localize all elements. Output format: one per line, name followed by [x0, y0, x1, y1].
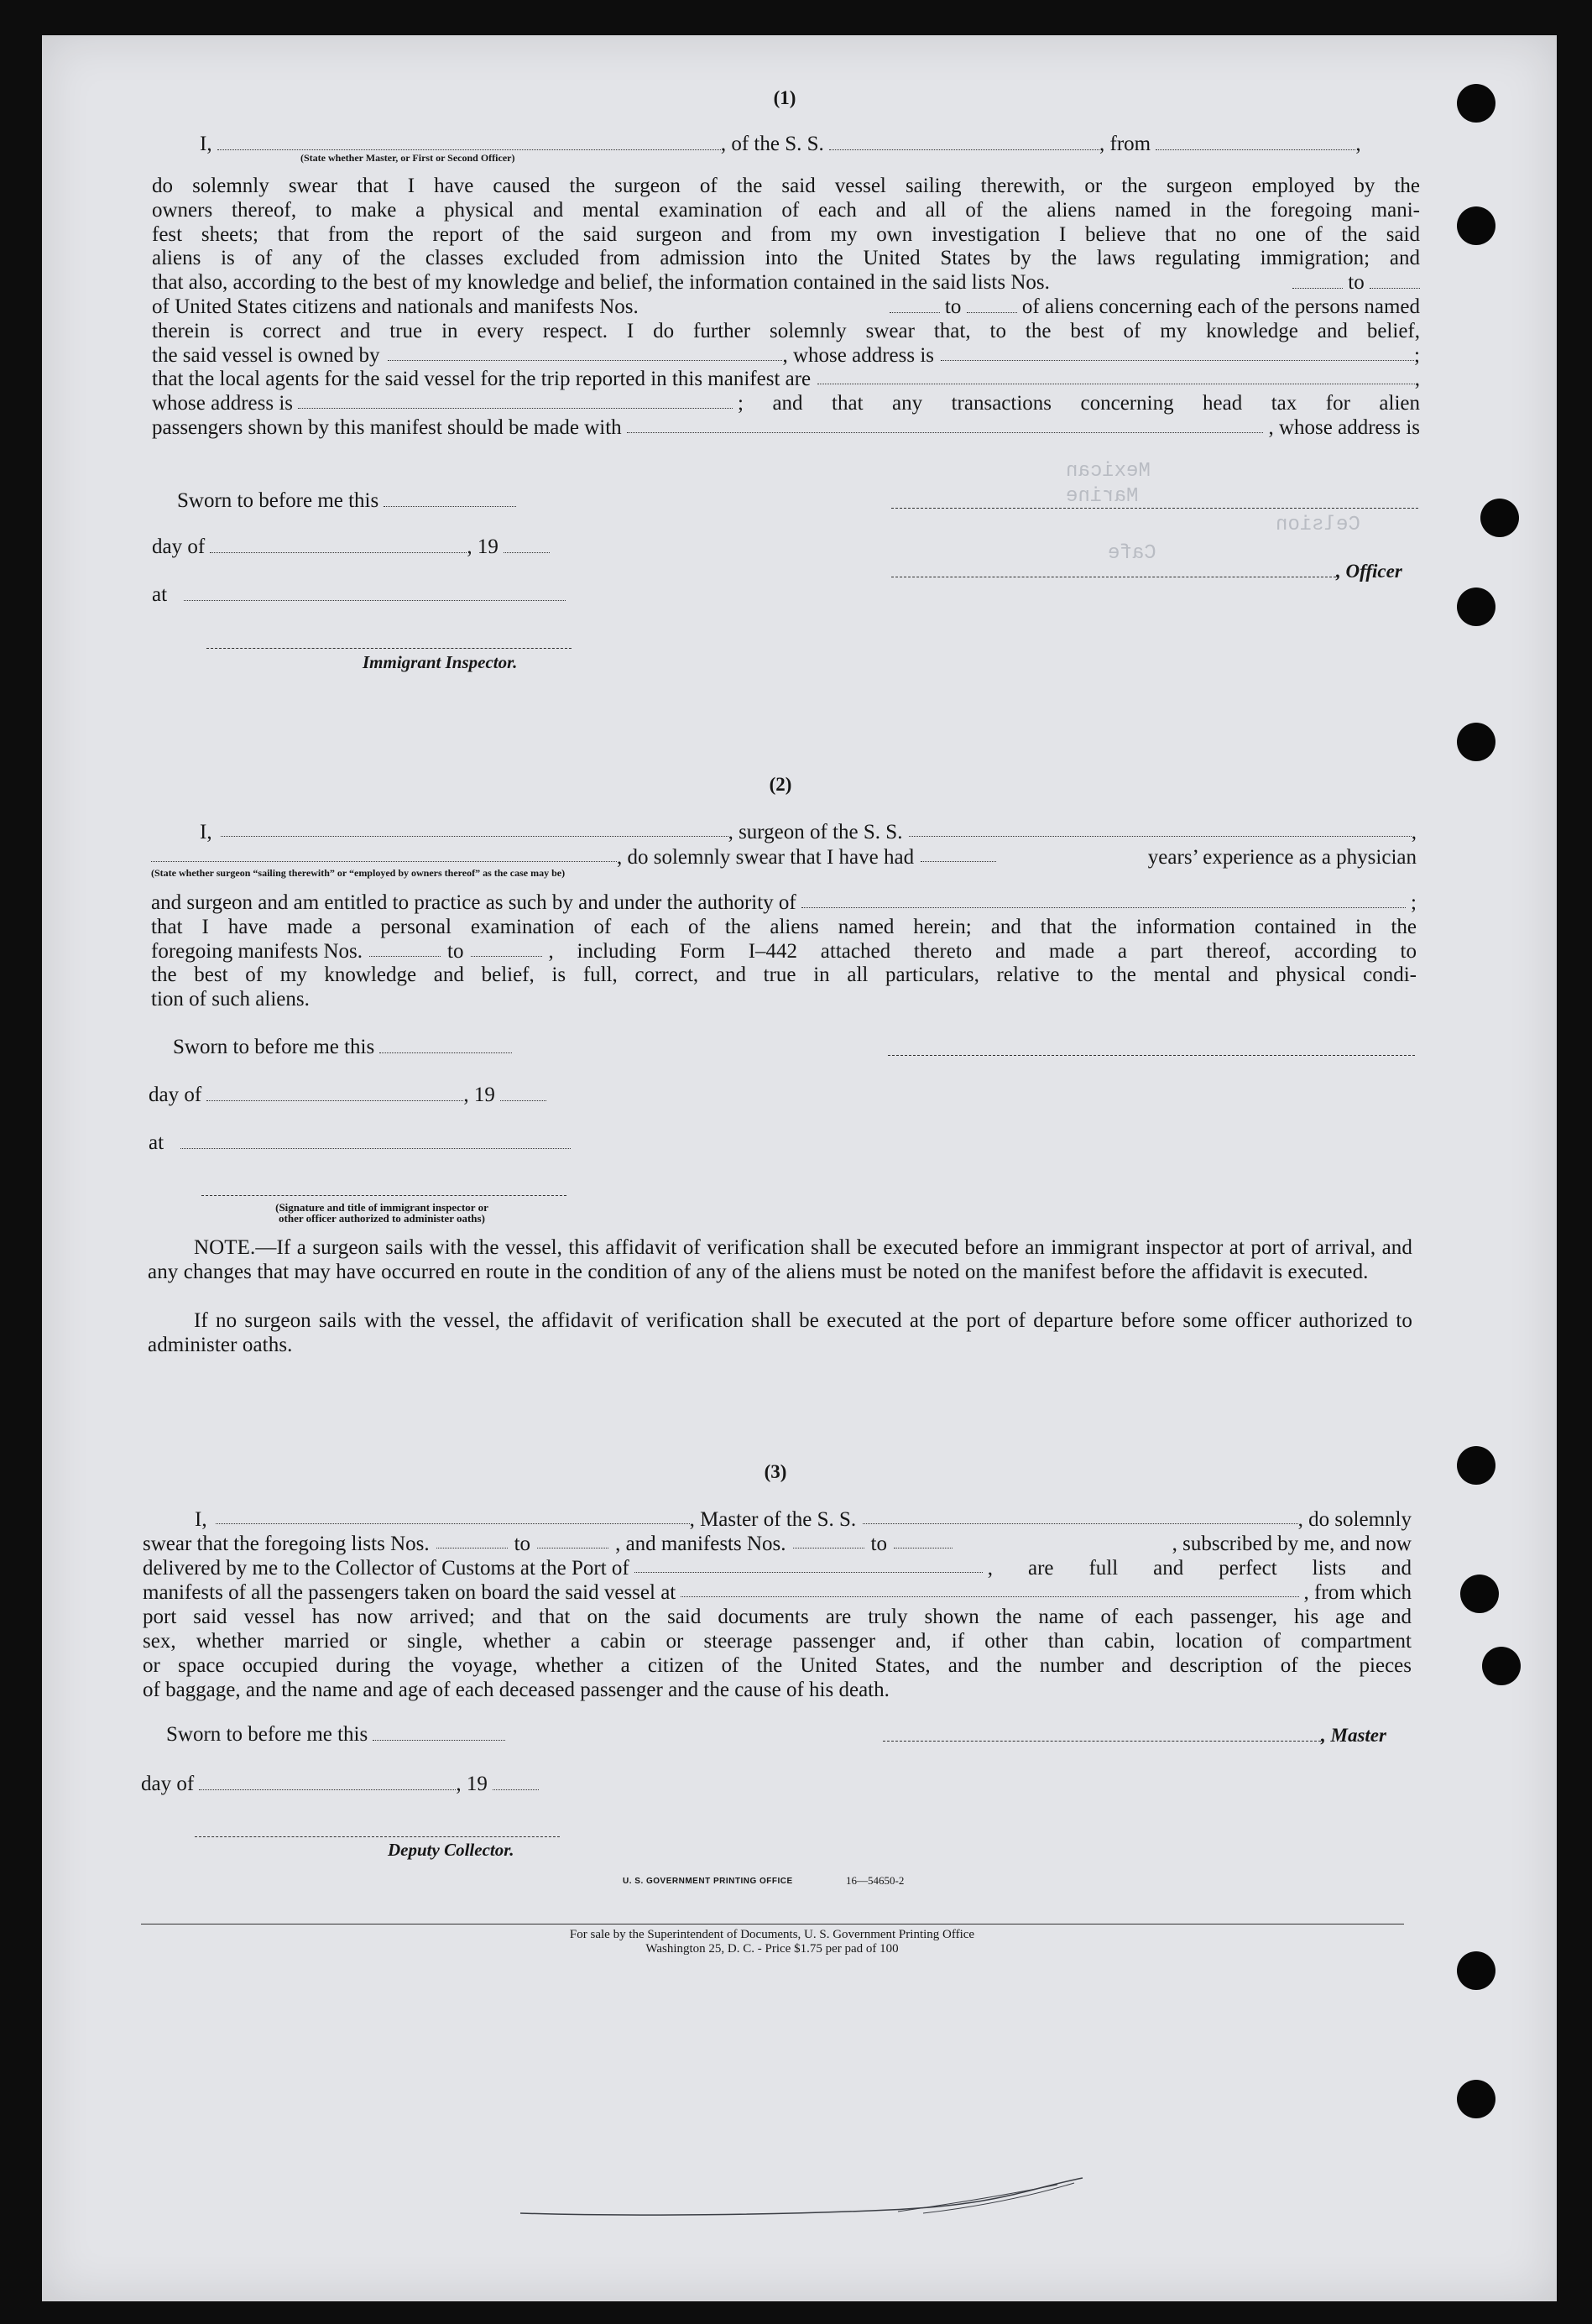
blank-s2-at-place[interactable] — [180, 1132, 571, 1149]
s3-text: , subscribed by me, and now — [1172, 1533, 1412, 1555]
blank-s3-manifests-to[interactable] — [894, 1532, 953, 1548]
sale-notice-line: For sale by the Superintendent of Documents, U. S. Government Printing Office — [569, 1928, 975, 1941]
s3-text: , from which — [1303, 1581, 1412, 1604]
s1-body-line — [152, 271, 1420, 295]
s1-text: to — [1348, 271, 1365, 295]
blank-ship-name[interactable] — [829, 133, 1099, 150]
blank-head-tax-party[interactable] — [627, 416, 1264, 433]
s2-text: ; — [1411, 891, 1417, 914]
blank-port-of[interactable] — [634, 1556, 983, 1573]
s1-body-line — [152, 295, 1420, 320]
s2-line-2 — [151, 845, 1417, 870]
s3-body-line — [143, 1507, 1412, 1532]
s1-body-line — [152, 392, 1420, 416]
s1-body-line: owners thereof, to make a physical and mental examination of each and all of the aliens named in the foregoing mani- — [152, 198, 1420, 222]
s1-text: whose address is — [152, 392, 294, 415]
surgeon-signature-line[interactable] — [888, 1055, 1415, 1056]
s3-text: , 19 — [456, 1773, 488, 1795]
s1-body-line — [152, 368, 1420, 392]
s1-body-line: fest sheets; that from the report of the said surgeon and from my own investigation I believe that no one of the said — [152, 222, 1420, 246]
blank-s3-manifests-from[interactable] — [793, 1532, 864, 1548]
blank-s2-manifest-from[interactable] — [369, 940, 441, 957]
s1-text: to — [944, 295, 962, 318]
s1-text: , of the S. S. — [720, 133, 824, 155]
blank-day-of[interactable] — [210, 536, 467, 553]
s2-text: foregoing manifests Nos. — [151, 939, 363, 963]
s1-text: day of — [152, 535, 206, 558]
s1-body-line: do solemnly swear that I have caused the surgeon of the said vessel sailing therewith, or the surgeon employed by the — [152, 175, 1420, 197]
s2-text: to — [447, 939, 464, 963]
blank-s3-sworn-day[interactable] — [373, 1724, 505, 1741]
section-2-heading: (2) — [769, 774, 792, 795]
bleed-through-text: Marine — [1066, 485, 1139, 508]
s2-note-paragraph-1: NOTE.—If a surgeon sails with the vessel, this affidavit of verification shall be executed before an immigrant inspector at port of arrival, and any changes that may have occurred en route in the condition of any of the aliens must be noted on the manifest before the affidavit is executed. — [148, 1236, 1412, 1283]
s3-text: to — [514, 1533, 531, 1555]
s2-text: (Signature and title of immigrant inspector or — [275, 1201, 488, 1214]
s1-text: , 19 — [467, 535, 498, 558]
s2-signature-note — [201, 1202, 562, 1224]
s2-body-line — [151, 891, 1417, 916]
s3-body-line: sex, whether married or single, whether a cabin or steerage passenger and, if other than cabin, location of compartment — [143, 1630, 1412, 1653]
bleed-through-text: Mexican — [1066, 460, 1151, 483]
punch-hole — [1457, 206, 1495, 245]
s2-text: day of — [149, 1084, 202, 1106]
master-signature-line[interactable] — [883, 1741, 1321, 1742]
s1-text: Sworn to before me this — [177, 489, 379, 512]
s1-text: , from — [1099, 133, 1151, 155]
s2-day-of — [149, 1083, 546, 1107]
s1-text: the said vessel is owned by — [152, 343, 380, 367]
s2-text: at — [149, 1131, 164, 1154]
s1-text: , whose address is — [782, 343, 935, 367]
s1-text: of United States citizens and nationals and manifests Nos. — [152, 295, 639, 318]
s2-text: , surgeon of the S. S. — [728, 821, 903, 843]
inspector-signature-line[interactable] — [206, 648, 572, 649]
blank-sworn-day[interactable] — [384, 490, 516, 507]
s3-body-line: or space occupied during the voyage, whether a citizen of the United States, and the number and description of the pieces — [143, 1654, 1412, 1677]
punch-hole — [1457, 1446, 1495, 1485]
punch-hole — [1480, 499, 1519, 537]
blank-manifests-from[interactable] — [890, 296, 940, 313]
s3-body-line: of baggage, and the name and age of each deceased passenger and the cause of his death. — [143, 1679, 890, 1701]
blank-years-experience[interactable] — [921, 845, 996, 862]
punch-hole — [1457, 2080, 1495, 2118]
s3-master — [883, 1725, 1386, 1747]
blank-master-name[interactable] — [216, 1507, 690, 1524]
blank-s3-lists-to[interactable] — [537, 1532, 608, 1548]
s1-body-line: aliens is of any of the classes excluded from admission into the United States by the laws regulating immigration; and — [152, 247, 1420, 270]
deputy-collector-signature-line[interactable] — [195, 1836, 560, 1837]
punch-hole — [1457, 723, 1495, 761]
s3-body-line — [143, 1556, 1412, 1580]
master-label: , Master — [1321, 1725, 1386, 1746]
s3-text: delivered by me to the Collector of Customs at the Port of — [143, 1557, 629, 1580]
s2-note-paragraph-2: If no surgeon sails with the vessel, the affidavit of verification shall be executed at the port of departure before some officer authorized to administer oaths. — [148, 1309, 1412, 1356]
s3-text: , and manifests Nos. — [615, 1533, 786, 1555]
s1-text: that the local agents for the said vessel for the trip reported in this manifest are — [152, 368, 812, 391]
s1-text: ; — [1414, 343, 1420, 367]
bleed-through-text: Celsion — [1276, 514, 1360, 536]
s1-text: passengers shown by this manifest should be made with — [152, 415, 622, 439]
s2-text: other officer authorized to administer oaths) — [279, 1212, 485, 1225]
s3-body-line — [143, 1580, 1412, 1605]
s2-sworn — [173, 1035, 512, 1059]
blank-boarding-port[interactable] — [681, 1580, 1298, 1597]
s2-body-line — [151, 940, 1417, 964]
s1-text: that also, according to the best of my knowledge and belief, the information contained in the said lists Nos. — [152, 271, 1050, 295]
s2-text: , including Form I–442 attached thereto and made a part thereof, according to — [548, 939, 1417, 963]
blank-s3-lists-from[interactable] — [436, 1532, 508, 1548]
blank-owner-address[interactable] — [941, 344, 1414, 361]
s2-body-line: that I have made a personal examination of each of the aliens named herein; and that the information contained in the — [151, 915, 1417, 938]
form-number: 16—54650-2 — [846, 1874, 905, 1887]
s3-text: Sworn to before me this — [166, 1723, 368, 1746]
s1-body-line — [152, 416, 1420, 441]
s1-at — [152, 582, 566, 607]
officer-label: , Officer — [1336, 561, 1402, 582]
blank-officer-name[interactable] — [217, 133, 721, 150]
bleed-through-text: Cafe — [1108, 542, 1156, 565]
s1-text: , whose address is — [1268, 415, 1420, 439]
s3-body — [143, 1507, 1412, 1702]
blank-s3-year[interactable] — [493, 1773, 539, 1790]
immigrant-inspector-label: Immigrant Inspector. — [363, 652, 518, 672]
s1-officer — [891, 561, 1402, 582]
s2-text: years’ experience as a physician — [1147, 846, 1417, 869]
s2-inspector-signature-line[interactable] — [201, 1195, 566, 1196]
s3-text: , are full and perfect lists and — [987, 1557, 1412, 1580]
officer-signature-line[interactable] — [891, 508, 1418, 509]
s1-text: ; and that any transactions concerning head tax for alien — [738, 392, 1420, 415]
s3-day-of — [141, 1772, 539, 1796]
s3-text: manifests of all the passengers taken on board the said vessel at — [143, 1581, 676, 1604]
s2-at — [149, 1131, 571, 1155]
section-3-heading: (3) — [764, 1461, 787, 1482]
blank-s2-manifest-to[interactable] — [471, 940, 542, 957]
s2-line-1 — [200, 820, 1417, 844]
s2-body-line: the best of my knowledge and belief, is full, correct, and true in all particulars, relative to the mental and physical condi- — [151, 964, 1417, 987]
s2-text: , do solemnly swear that I have had — [617, 846, 915, 869]
s2-text: I, — [200, 821, 212, 843]
s1-body-line — [152, 344, 1420, 368]
blank-owner[interactable] — [388, 344, 782, 361]
s2-note: (State whether surgeon “sailing therewith” or “employed by owners thereof” as the case may be) — [151, 867, 566, 879]
blank-from-port[interactable] — [1156, 133, 1355, 150]
deputy-collector-label: Deputy Collector. — [388, 1840, 514, 1860]
blank-surgeon-name[interactable] — [221, 820, 728, 837]
blank-local-agents[interactable] — [817, 368, 1415, 384]
blank-authority[interactable] — [801, 891, 1406, 908]
s3-text: day of — [141, 1773, 195, 1795]
blank-s3-ship[interactable] — [863, 1507, 1297, 1524]
s1-text: , — [1355, 133, 1361, 155]
s3-text: I, — [195, 1508, 207, 1531]
s1-sworn — [177, 488, 516, 513]
s3-body-line — [143, 1532, 1412, 1556]
s1-text: of aliens concerning each of the persons named — [1021, 295, 1420, 318]
s3-text: , do solemnly — [1297, 1508, 1412, 1531]
sale-notice-line: Washington 25, D. C. - Price $1.75 per pad of 100 — [645, 1942, 899, 1956]
blank-s2-ship[interactable] — [909, 820, 1411, 837]
punch-hole — [1457, 588, 1495, 626]
s1-text: , — [1414, 368, 1420, 391]
s2-body — [151, 891, 1417, 1012]
s3-body-line: port said vessel has now arrived; and that on the said documents are truly shown the name of each passenger, his age and — [143, 1606, 1412, 1628]
blank-lists-from[interactable] — [1292, 272, 1343, 289]
s1-line1-note: (State whether Master, or First or Second Officer) — [300, 152, 515, 164]
blank-s2-sworn-day[interactable] — [379, 1037, 512, 1053]
s1-body-line: therein is correct and true in every respect. I do further solemnly swear that, to the best of my knowledge and belief, — [152, 319, 1420, 342]
s2-text: , 19 — [463, 1084, 495, 1106]
s1-day-of — [152, 535, 550, 559]
s1-text: I, — [200, 133, 212, 155]
s1-body — [152, 175, 1420, 441]
section-1-heading: (1) — [773, 87, 796, 108]
punch-hole — [1460, 1575, 1499, 1613]
blank-lists-to[interactable] — [1370, 272, 1420, 289]
s3-sworn — [166, 1722, 505, 1747]
punch-hole — [1457, 1951, 1495, 1990]
blank-s2-year[interactable] — [500, 1084, 546, 1101]
blank-at-place[interactable] — [184, 584, 566, 601]
blank-s2-day-of[interactable] — [206, 1084, 463, 1101]
s2-text: Sworn to before me this — [173, 1036, 375, 1058]
s1-text: at — [152, 583, 168, 606]
punch-hole — [1457, 84, 1495, 123]
blank-agents-address[interactable] — [298, 392, 733, 409]
blank-surgeon-status[interactable] — [151, 845, 617, 862]
gpo-imprint: U. S. GOVERNMENT PRINTING OFFICE — [623, 1877, 793, 1886]
blank-s3-day-of[interactable] — [199, 1773, 456, 1790]
s2-text: and surgeon and am entitled to practice as such by and under the authority of — [151, 891, 796, 914]
s3-text: swear that the foregoing lists Nos. — [143, 1533, 430, 1555]
sale-notice — [352, 1928, 1192, 1956]
s3-text: , Master of the S. S. — [689, 1508, 857, 1531]
s2-text: , — [1411, 821, 1417, 843]
s3-text: to — [870, 1533, 887, 1555]
pen-scribble — [504, 2161, 1091, 2228]
blank-year[interactable] — [504, 536, 550, 553]
punch-hole — [1482, 1647, 1521, 1685]
s2-body-line: tion of such aliens. — [151, 988, 310, 1011]
blank-manifests-to[interactable] — [967, 296, 1017, 313]
